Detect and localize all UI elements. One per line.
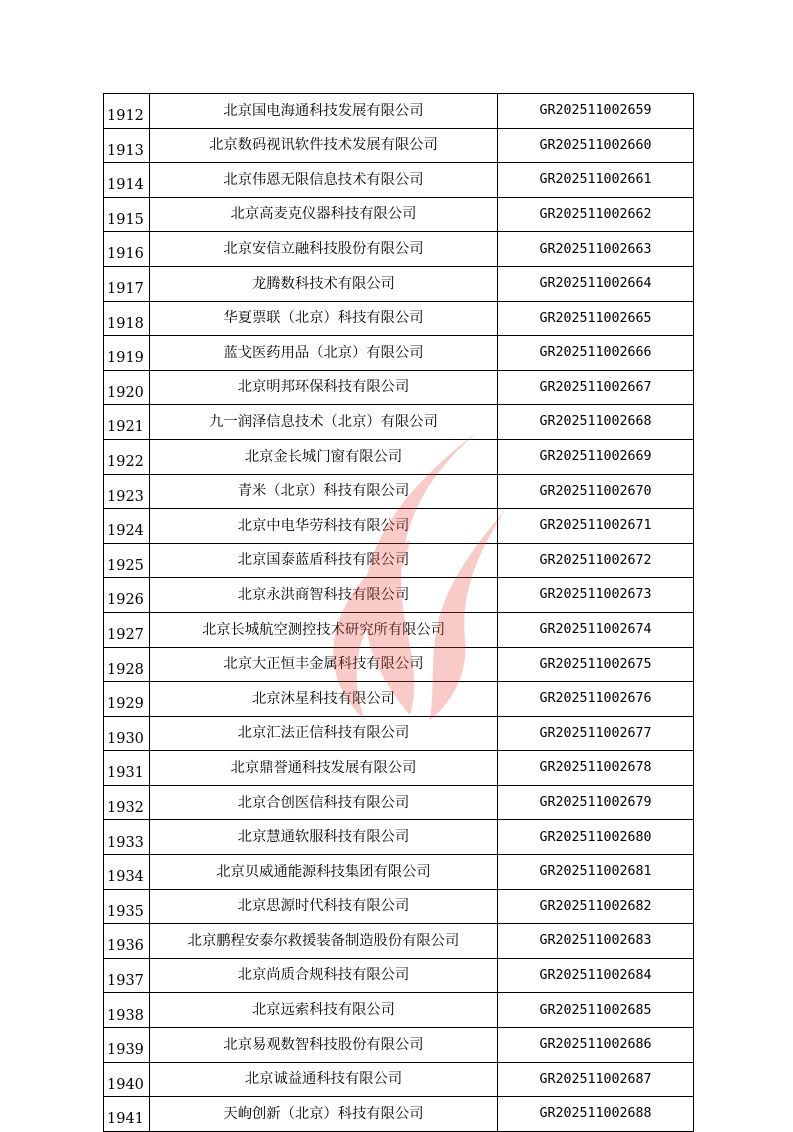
company-name-cell: 天峋创新（北京）科技有限公司 [150,1097,498,1132]
row-number-cell: 1941 [104,1097,150,1132]
row-number-cell: 1916 [104,232,150,267]
company-name-cell: 北京远索科技有限公司 [150,993,498,1028]
row-number-cell: 1926 [104,578,150,613]
row-number-cell: 1931 [104,751,150,786]
certificate-code-cell: GR202511002674 [498,612,694,647]
certificate-code-cell: GR202511002670 [498,474,694,509]
table-row [104,716,694,751]
table-row [104,336,694,371]
certificate-code-cell: GR202511002661 [498,163,694,198]
company-name-cell: 北京安信立融科技股份有限公司 [150,232,498,267]
table-row [104,889,694,924]
table-row [104,958,694,993]
certificate-code-cell: GR202511002678 [498,751,694,786]
certificate-code-cell: GR202511002676 [498,682,694,717]
certificate-code-cell: GR202511002680 [498,820,694,855]
certificate-code-cell: GR202511002679 [498,785,694,820]
company-name-cell: 北京国电海通科技发展有限公司 [150,94,498,129]
company-name-cell: 北京金长城门窗有限公司 [150,439,498,474]
certificate-code-cell: GR202511002688 [498,1097,694,1132]
company-name-cell: 华夏票联（北京）科技有限公司 [150,301,498,336]
company-name-cell: 北京明邦环保科技有限公司 [150,370,498,405]
company-name-cell: 北京沐星科技有限公司 [150,682,498,717]
row-number-cell: 1921 [104,405,150,440]
company-name-cell: 北京永洪商智科技有限公司 [150,578,498,613]
table-row [104,370,694,405]
table-row [104,474,694,509]
table-row [104,612,694,647]
row-number-cell: 1920 [104,370,150,405]
certificate-code-cell: GR202511002659 [498,94,694,129]
table-row [104,301,694,336]
certificate-code-cell: GR202511002683 [498,924,694,959]
row-number-cell: 1940 [104,1062,150,1097]
row-number-cell: 1935 [104,889,150,924]
table-row [104,439,694,474]
certificate-code-cell: GR202511002677 [498,716,694,751]
table-row [104,924,694,959]
certificate-code-cell: GR202511002662 [498,197,694,232]
row-number-cell: 1925 [104,543,150,578]
table-row [104,543,694,578]
row-number-cell: 1919 [104,336,150,371]
table-row [104,1028,694,1063]
company-name-cell: 青米（北京）科技有限公司 [150,474,498,509]
company-name-cell: 北京鹏程安泰尔救援装备制造股份有限公司 [150,924,498,959]
certificate-code-cell: GR202511002664 [498,266,694,301]
certificate-code-cell: GR202511002684 [498,958,694,993]
company-list-table [103,93,694,1132]
certificate-code-cell: GR202511002660 [498,128,694,163]
certificate-code-cell: GR202511002685 [498,993,694,1028]
company-name-cell: 北京数码视讯软件技术发展有限公司 [150,128,498,163]
company-name-cell: 北京中电华劳科技有限公司 [150,509,498,544]
company-name-cell: 北京慧通软服科技有限公司 [150,820,498,855]
company-name-cell: 蓝戈医药用品（北京）有限公司 [150,336,498,371]
table-row [104,128,694,163]
row-number-cell: 1936 [104,924,150,959]
company-name-cell: 北京贝威通能源科技集团有限公司 [150,855,498,890]
company-name-cell: 北京尚质合规科技有限公司 [150,958,498,993]
company-name-cell: 北京国泰蓝盾科技有限公司 [150,543,498,578]
row-number-cell: 1915 [104,197,150,232]
table-row [104,682,694,717]
table-row [104,197,694,232]
row-number-cell: 1913 [104,128,150,163]
certificate-code-cell: GR202511002681 [498,855,694,890]
company-name-cell: 北京汇法正信科技有限公司 [150,716,498,751]
row-number-cell: 1938 [104,993,150,1028]
row-number-cell: 1912 [104,94,150,129]
certificate-code-cell: GR202511002671 [498,509,694,544]
table-row [104,94,694,129]
row-number-cell: 1939 [104,1028,150,1063]
row-number-cell: 1924 [104,509,150,544]
certificate-code-cell: GR202511002667 [498,370,694,405]
company-name-cell: 龙腾数科技术有限公司 [150,266,498,301]
company-name-cell: 北京高麦克仪器科技有限公司 [150,197,498,232]
certificate-code-cell: GR202511002673 [498,578,694,613]
company-name-cell: 北京思源时代科技有限公司 [150,889,498,924]
row-number-cell: 1932 [104,785,150,820]
certificate-code-cell: GR202511002682 [498,889,694,924]
certificate-code-cell: GR202511002666 [498,336,694,371]
row-number-cell: 1933 [104,820,150,855]
company-name-cell: 九一润泽信息技术（北京）有限公司 [150,405,498,440]
company-name-cell: 北京诚益通科技有限公司 [150,1062,498,1097]
table-row [104,578,694,613]
table-row [104,855,694,890]
row-number-cell: 1914 [104,163,150,198]
row-number-cell: 1922 [104,439,150,474]
row-number-cell: 1928 [104,647,150,682]
company-name-cell: 北京大正恒丰金属科技有限公司 [150,647,498,682]
table-row [104,1062,694,1097]
row-number-cell: 1934 [104,855,150,890]
certificate-code-cell: GR202511002669 [498,439,694,474]
table-row [104,509,694,544]
certificate-code-cell: GR202511002686 [498,1028,694,1063]
table-row [104,785,694,820]
table-row [104,232,694,267]
certificate-code-cell: GR202511002672 [498,543,694,578]
table-row [104,647,694,682]
company-name-cell: 北京伟恩无限信息技术有限公司 [150,163,498,198]
certificate-code-cell: GR202511002687 [498,1062,694,1097]
company-list-body [104,94,694,1132]
certificate-code-cell: GR202511002663 [498,232,694,267]
table-row [104,751,694,786]
certificate-code-cell: GR202511002665 [498,301,694,336]
row-number-cell: 1917 [104,266,150,301]
company-name-cell: 北京长城航空测控技术研究所有限公司 [150,612,498,647]
row-number-cell: 1929 [104,682,150,717]
table-row [104,266,694,301]
certificate-code-cell: GR202511002675 [498,647,694,682]
row-number-cell: 1918 [104,301,150,336]
row-number-cell: 1930 [104,716,150,751]
certificate-code-cell: GR202511002668 [498,405,694,440]
table-row [104,163,694,198]
row-number-cell: 1923 [104,474,150,509]
table-row [104,993,694,1028]
row-number-cell: 1937 [104,958,150,993]
company-name-cell: 北京合创医信科技有限公司 [150,785,498,820]
company-name-cell: 北京鼎誉通科技发展有限公司 [150,751,498,786]
table-row [104,405,694,440]
company-name-cell: 北京易观数智科技股份有限公司 [150,1028,498,1063]
table-row [104,820,694,855]
table-row [104,1097,694,1132]
row-number-cell: 1927 [104,612,150,647]
